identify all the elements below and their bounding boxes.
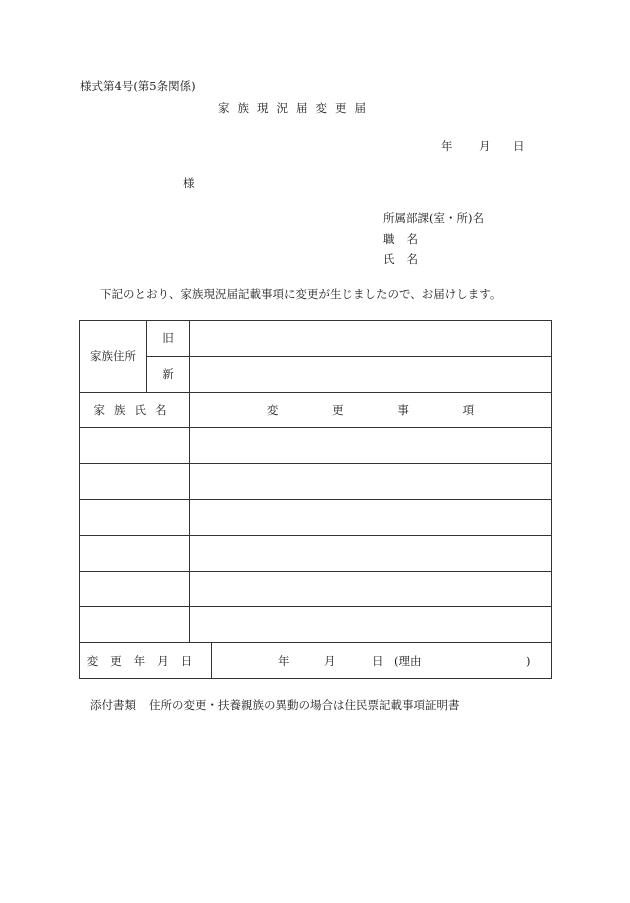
change-header-char: 事 (397, 402, 409, 417)
change-date-month: 月 (324, 653, 336, 668)
address-label: 家族住所 (80, 321, 147, 393)
change-header-char: 更 (332, 402, 344, 417)
old-address-row (80, 321, 552, 357)
change-header-char: 変 (266, 402, 279, 417)
change-header-char: 項 (462, 402, 475, 417)
addressee-suffix: 様 (183, 176, 195, 190)
change-reason-close: ) (526, 653, 531, 668)
change-details-cell[interactable] (190, 535, 552, 571)
change-details-cell[interactable] (190, 607, 552, 643)
dept-label: 所属部課(室・所)名 (383, 211, 484, 225)
new-address-field[interactable] (190, 356, 552, 392)
change-details-header (190, 392, 552, 428)
family-name-header: 家族氏名 (80, 392, 190, 428)
form-table (79, 320, 552, 679)
new-label: 新 (147, 356, 190, 392)
family-name-cell[interactable] (80, 535, 190, 571)
new-address-row (80, 356, 552, 392)
table-row (80, 464, 552, 500)
old-address-field[interactable] (190, 321, 552, 357)
change-date-year: 年 (278, 653, 290, 668)
post-label: 職名 (383, 232, 430, 246)
change-details-cell[interactable] (190, 428, 552, 464)
change-date-row (80, 643, 552, 679)
change-reason-open: (理由 (394, 653, 422, 668)
date-day-label: 日 (513, 139, 525, 153)
change-details-cell[interactable] (190, 464, 552, 500)
table-row (80, 499, 552, 535)
attachment-text: 住所の変更・扶養親族の異動の場合は住民票記載事項証明書 (149, 698, 460, 712)
form-number: 様式第4号(第5条関係) (80, 79, 196, 93)
change-details-cell[interactable] (190, 571, 552, 607)
change-date-label: 変更年月日 (80, 643, 212, 679)
old-label: 旧 (147, 321, 190, 357)
change-date-field[interactable] (212, 643, 552, 679)
date-month-label: 月 (479, 139, 491, 153)
name-label: 氏名 (383, 252, 430, 266)
table-row (80, 607, 552, 643)
document-title: 家族現況届変更届 (218, 101, 374, 115)
change-date-day: 日 (372, 653, 384, 668)
family-name-cell[interactable] (80, 464, 190, 500)
table-row (80, 571, 552, 607)
table-row (80, 428, 552, 464)
table-row (80, 535, 552, 571)
family-name-cell[interactable] (80, 607, 190, 643)
change-details-cell[interactable] (190, 499, 552, 535)
family-name-cell[interactable] (80, 428, 190, 464)
intro-text: 下記のとおり、家族現況届記載事項に変更が生じましたので、お届けします。 (100, 287, 502, 301)
date-year-label: 年 (441, 139, 453, 153)
attachment-label: 添付書類 (90, 698, 136, 712)
family-name-cell[interactable] (80, 571, 190, 607)
family-name-cell[interactable] (80, 499, 190, 535)
header-row (80, 392, 552, 428)
